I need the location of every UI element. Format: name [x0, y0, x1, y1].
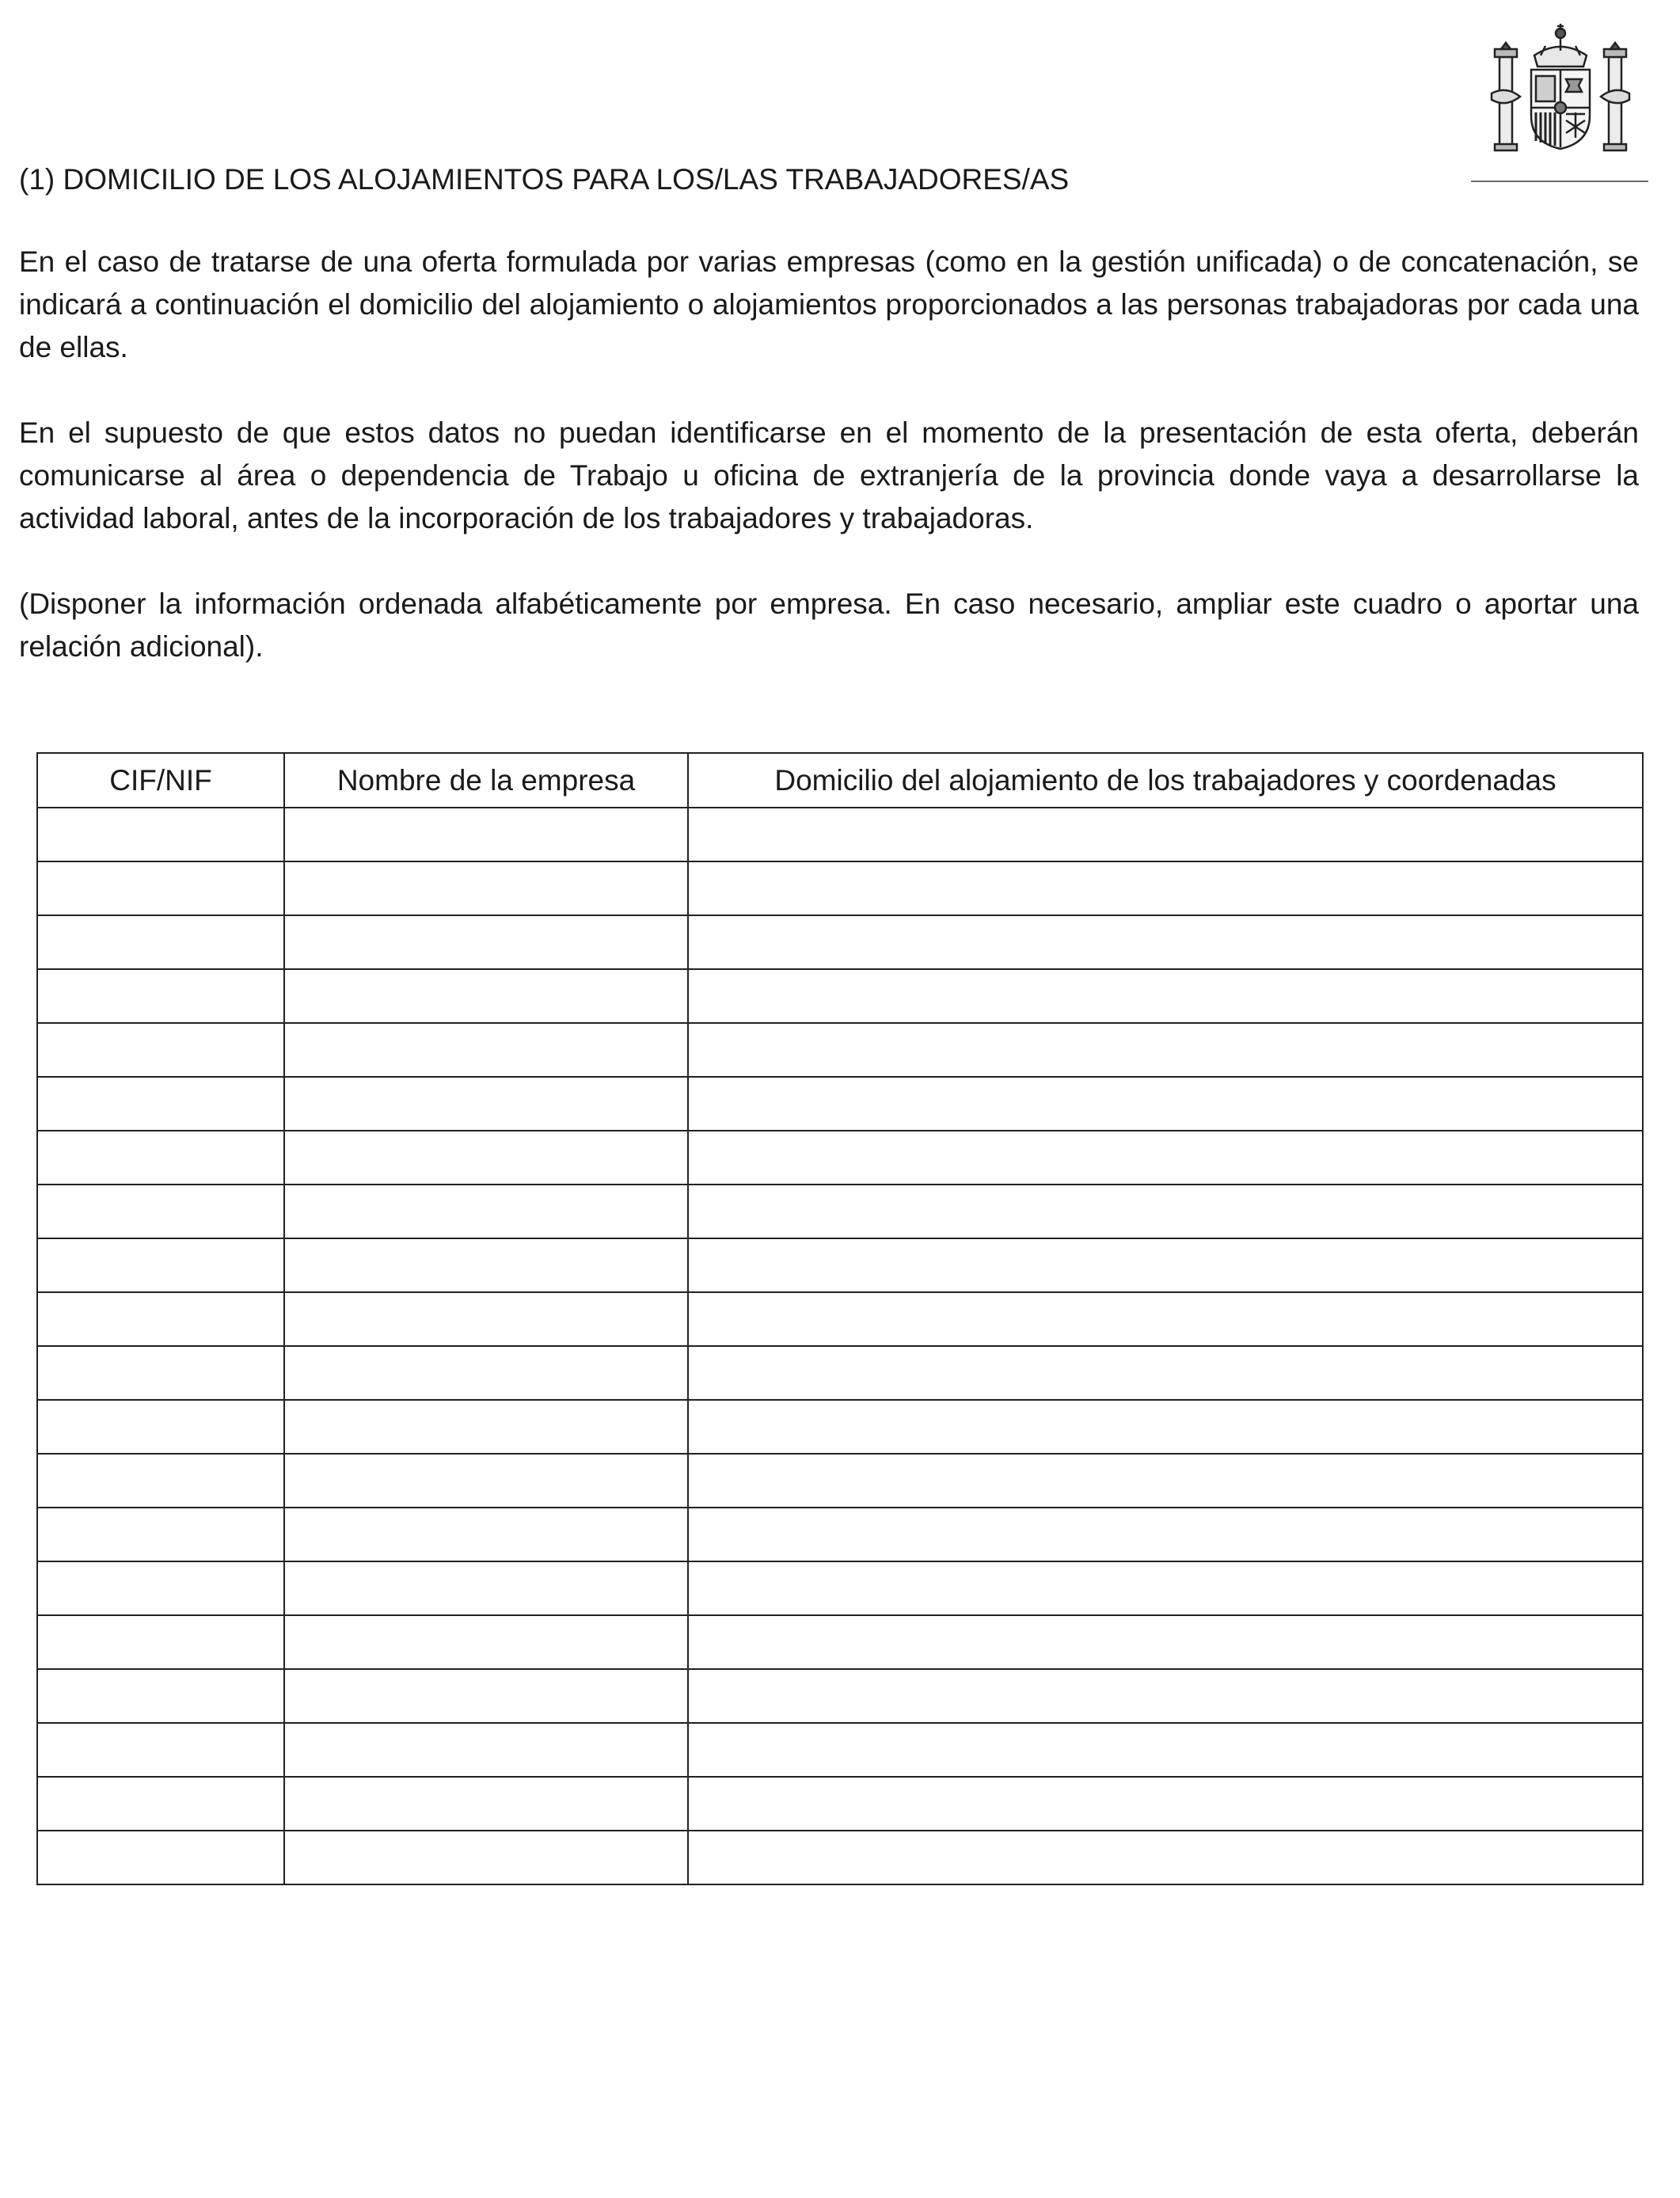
- paragraph-pending-data: En el supuesto de que estos datos no puedan identificarse en el momento de la presentación de esta oferta, deberán comunicarse al área o dependencia de Trabajo u oficina de extranjería de la provincia donde vaya a desarrollarse la actividad laboral, antes de la incorporación de los trabajadores y trabajadoras.: [19, 416, 1639, 534]
- cell-accommodation-address[interactable]: [688, 1346, 1643, 1400]
- cell-company-name[interactable]: [284, 1346, 688, 1400]
- cell-accommodation-address[interactable]: [688, 1615, 1643, 1669]
- cell-cif-nif[interactable]: [37, 1723, 284, 1777]
- table-row: [37, 1669, 1643, 1723]
- table-row: [37, 1077, 1643, 1131]
- table-row: [37, 1023, 1643, 1077]
- cell-cif-nif[interactable]: [37, 1400, 284, 1454]
- cell-accommodation-address[interactable]: [688, 808, 1643, 861]
- table-row: [37, 1561, 1643, 1615]
- table-body: [37, 808, 1643, 1884]
- cell-accommodation-address[interactable]: [688, 1723, 1643, 1777]
- cell-accommodation-address[interactable]: [688, 1400, 1643, 1454]
- cell-cif-nif[interactable]: [37, 915, 284, 969]
- coat-of-arms-icon: [1485, 14, 1636, 154]
- header-company-name: Nombre de la empresa: [284, 753, 688, 808]
- cell-accommodation-address[interactable]: [688, 1669, 1643, 1723]
- cell-cif-nif[interactable]: [37, 1777, 284, 1831]
- table-row: [37, 1615, 1643, 1669]
- cell-cif-nif[interactable]: [37, 1077, 284, 1131]
- cell-accommodation-address[interactable]: [688, 1023, 1643, 1077]
- table-row: [37, 808, 1643, 861]
- cell-company-name[interactable]: [284, 1185, 688, 1238]
- cell-accommodation-address[interactable]: [688, 1077, 1643, 1131]
- cell-accommodation-address[interactable]: [688, 1508, 1643, 1561]
- cell-cif-nif[interactable]: [37, 1346, 284, 1400]
- cell-cif-nif[interactable]: [37, 1131, 284, 1185]
- cell-cif-nif[interactable]: [37, 1615, 284, 1669]
- table-row: [37, 969, 1643, 1023]
- table-row: [37, 915, 1643, 969]
- cell-cif-nif[interactable]: [37, 1831, 284, 1884]
- cell-cif-nif[interactable]: [37, 861, 284, 915]
- cell-cif-nif[interactable]: [37, 1185, 284, 1238]
- table-row: [37, 1185, 1643, 1238]
- cell-company-name[interactable]: [284, 1400, 688, 1454]
- cell-company-name[interactable]: [284, 915, 688, 969]
- table-row: [37, 1454, 1643, 1508]
- table-row: [37, 1292, 1643, 1346]
- paragraph-multi-company: En el caso de tratarse de una oferta formulada por varias empresas (como en la gestión unificada) o de concatenación, se indicará a continuación el domicilio del alojamiento o alojamientos proporcionados a las personas trabajadoras por cada una de ellas.: [19, 245, 1639, 363]
- cell-company-name[interactable]: [284, 1508, 688, 1561]
- cell-accommodation-address[interactable]: [688, 1131, 1643, 1185]
- table-row: [37, 1346, 1643, 1400]
- cell-cif-nif[interactable]: [37, 1023, 284, 1077]
- table-row: [37, 1508, 1643, 1561]
- cell-accommodation-address[interactable]: [688, 1454, 1643, 1508]
- accommodation-table: [36, 752, 1642, 1889]
- table-row: [37, 1131, 1643, 1185]
- cell-company-name[interactable]: [284, 1723, 688, 1777]
- cell-company-name[interactable]: [284, 861, 688, 915]
- cell-cif-nif[interactable]: [37, 1669, 284, 1723]
- cell-cif-nif[interactable]: [37, 808, 284, 861]
- cell-cif-nif[interactable]: [37, 969, 284, 1023]
- cell-accommodation-address[interactable]: [688, 1777, 1643, 1831]
- cell-company-name[interactable]: [284, 1238, 688, 1292]
- cell-accommodation-address[interactable]: [688, 1238, 1643, 1292]
- table-row: [37, 1238, 1643, 1292]
- cell-company-name[interactable]: [284, 1023, 688, 1077]
- cell-company-name[interactable]: [284, 1777, 688, 1831]
- header-cif-nif: CIF/NIF: [37, 753, 284, 808]
- table-row: [37, 1831, 1643, 1884]
- cell-cif-nif[interactable]: [37, 1292, 284, 1346]
- cell-company-name[interactable]: [284, 1669, 688, 1723]
- cell-company-name[interactable]: [284, 1292, 688, 1346]
- cell-company-name[interactable]: [284, 969, 688, 1023]
- table-row: [37, 1723, 1643, 1777]
- cell-company-name[interactable]: [284, 808, 688, 861]
- emblem-underline: [1471, 181, 1648, 182]
- table-row: [37, 1400, 1643, 1454]
- cell-accommodation-address[interactable]: [688, 1831, 1643, 1884]
- cell-company-name[interactable]: [284, 1131, 688, 1185]
- cell-company-name[interactable]: [284, 1561, 688, 1615]
- cell-company-name[interactable]: [284, 1615, 688, 1669]
- section-heading: (1) DOMICILIO DE LOS ALOJAMIENTOS PARA LOS/LAS TRABAJADORES/AS: [19, 163, 1070, 196]
- cell-company-name[interactable]: [284, 1454, 688, 1508]
- table-row: [37, 1777, 1643, 1831]
- cell-accommodation-address[interactable]: [688, 969, 1643, 1023]
- cell-cif-nif[interactable]: [37, 1454, 284, 1508]
- cell-cif-nif[interactable]: [37, 1508, 284, 1561]
- cell-accommodation-address[interactable]: [688, 915, 1643, 969]
- cell-accommodation-address[interactable]: [688, 861, 1643, 915]
- header-accommodation-address: Domicilio del alojamiento de los trabajadores y coordenadas: [688, 753, 1643, 808]
- table-header-row: [37, 753, 1643, 808]
- cell-cif-nif[interactable]: [37, 1238, 284, 1292]
- accommodation-grid: [36, 752, 1644, 1885]
- cell-company-name[interactable]: [284, 1831, 688, 1884]
- cell-accommodation-address[interactable]: [688, 1561, 1643, 1615]
- cell-cif-nif[interactable]: [37, 1561, 284, 1615]
- cell-company-name[interactable]: [284, 1077, 688, 1131]
- table-row: [37, 861, 1643, 915]
- paragraph-ordering-note: (Disponer la información ordenada alfabéticamente por empresa. En caso necesario, ampliar este cuadro o aportar una relación adicional).: [19, 588, 1639, 663]
- cell-accommodation-address[interactable]: [688, 1185, 1643, 1238]
- cell-accommodation-address[interactable]: [688, 1292, 1643, 1346]
